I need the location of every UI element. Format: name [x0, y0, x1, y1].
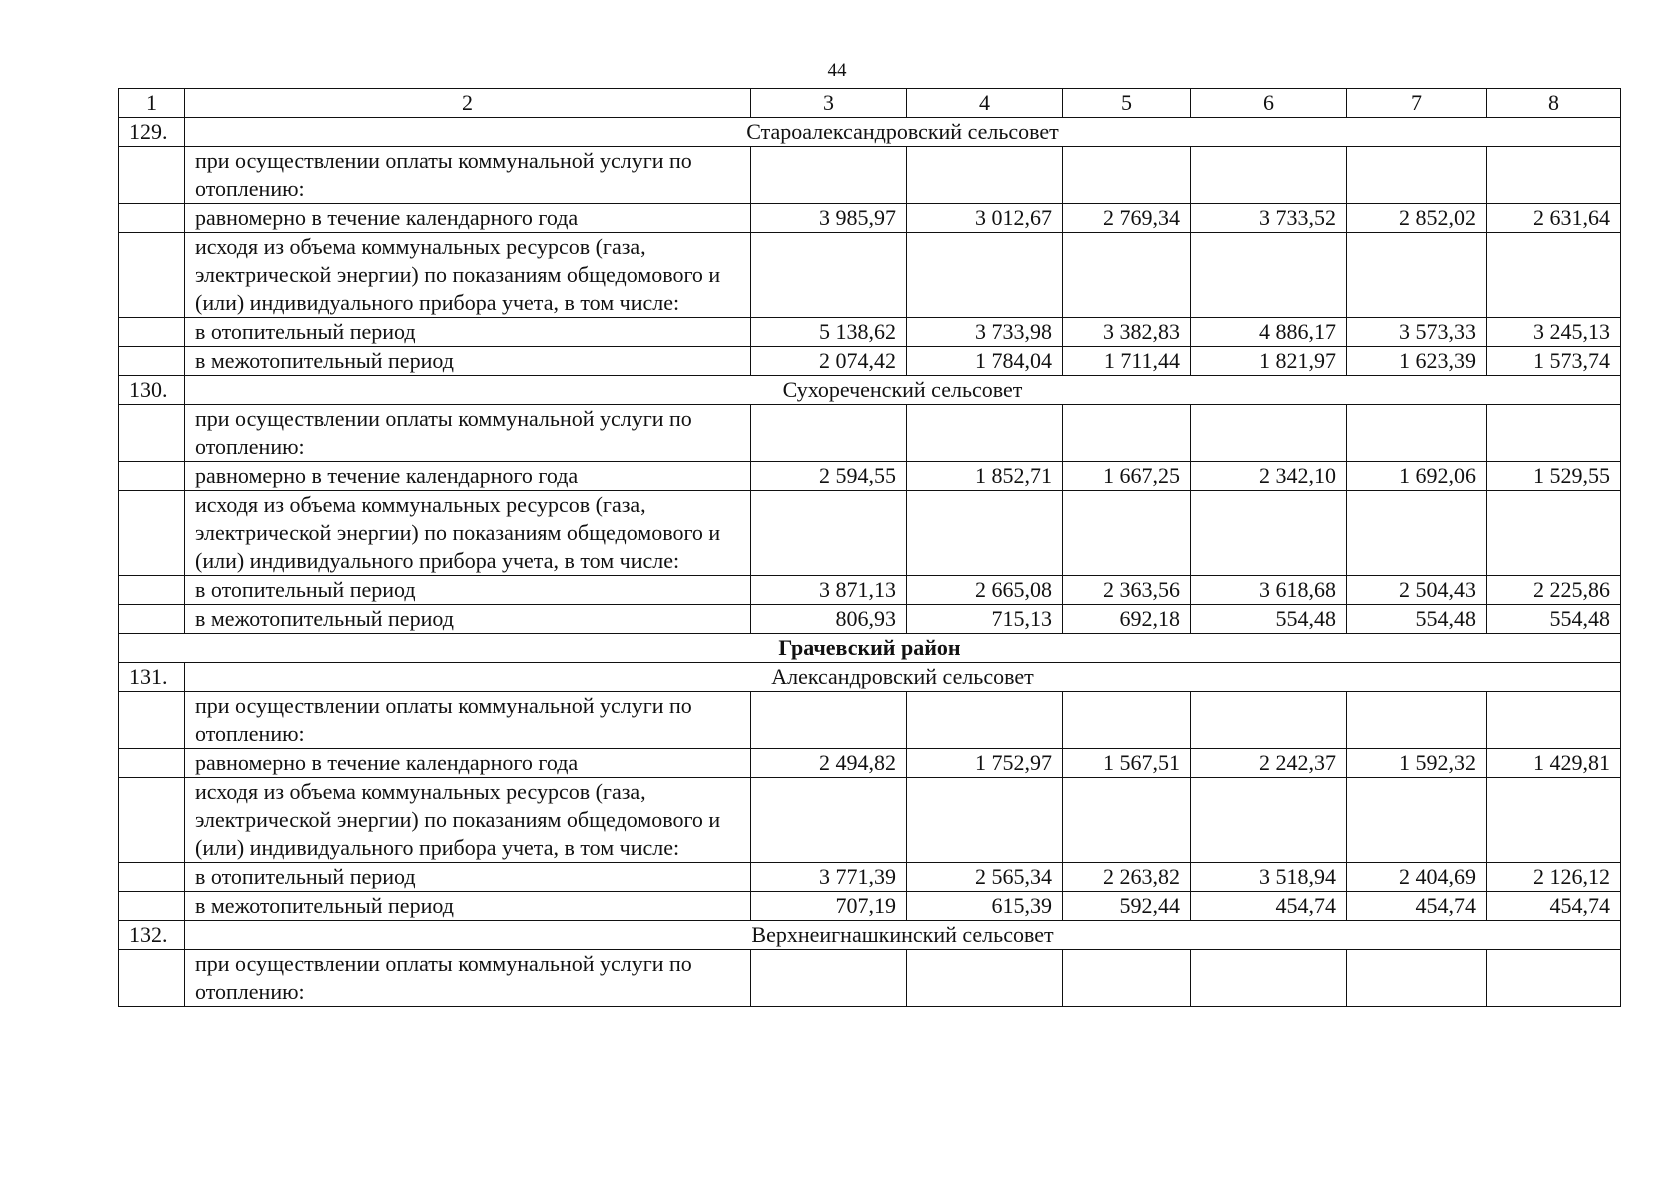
table-row [119, 147, 1621, 204]
value-cell [907, 147, 1063, 204]
value-cell: 2 494,82 [751, 749, 907, 778]
column-number: 7 [1347, 89, 1487, 118]
settlement-row [119, 376, 1621, 405]
table-row [119, 405, 1621, 462]
table-row [119, 204, 1621, 233]
value-cell: 1 852,71 [907, 462, 1063, 491]
value-cell [751, 147, 907, 204]
value-cell: 3 985,97 [751, 204, 907, 233]
row-number-cell [119, 233, 185, 318]
table-row [119, 749, 1621, 778]
value-cell: 554,48 [1191, 605, 1347, 634]
value-cell: 1 623,39 [1347, 347, 1487, 376]
page-number: 44 [827, 60, 847, 81]
row-number: 132. [119, 921, 185, 950]
value-cell: 4 886,17 [1191, 318, 1347, 347]
district-row [119, 634, 1621, 663]
value-cell: 1 667,25 [1063, 462, 1191, 491]
value-cell: 2 225,86 [1487, 576, 1621, 605]
value-cell [907, 950, 1063, 1007]
value-cell: 2 074,42 [751, 347, 907, 376]
row-label: равномерно в течение календарного года [185, 749, 751, 778]
value-cell: 454,74 [1347, 892, 1487, 921]
value-cell [1347, 950, 1487, 1007]
table-row [119, 863, 1621, 892]
row-number-cell [119, 605, 185, 634]
value-cell: 2 665,08 [907, 576, 1063, 605]
district-name: Грачевский район [119, 634, 1621, 663]
row-label: равномерно в течение календарного года [185, 204, 751, 233]
value-cell [1487, 692, 1621, 749]
value-cell: 2 504,43 [1347, 576, 1487, 605]
value-cell [1347, 147, 1487, 204]
row-number-cell [119, 491, 185, 576]
value-cell: 1 692,06 [1347, 462, 1487, 491]
value-cell [1347, 405, 1487, 462]
settlement-row [119, 663, 1621, 692]
value-cell: 2 769,34 [1063, 204, 1191, 233]
value-cell [907, 491, 1063, 576]
row-label: исходя из объема коммунальных ресурсов (газа, электрической энергии) по показаниям общедомового и (или) индивидуального прибора учета, в том числе: [185, 233, 751, 318]
table-row [119, 318, 1621, 347]
row-number: 131. [119, 663, 185, 692]
value-cell [751, 233, 907, 318]
tariff-table [118, 88, 1621, 1007]
table-row [119, 778, 1621, 863]
value-cell [1063, 147, 1191, 204]
row-number-cell [119, 576, 185, 605]
value-cell: 1 821,97 [1191, 347, 1347, 376]
value-cell: 2 852,02 [1347, 204, 1487, 233]
value-cell [1487, 778, 1621, 863]
value-cell [1347, 233, 1487, 318]
row-label: при осуществлении оплаты коммунальной услуги по отоплению: [185, 950, 751, 1007]
value-cell: 3 012,67 [907, 204, 1063, 233]
table-row [119, 347, 1621, 376]
row-number: 130. [119, 376, 185, 405]
value-cell: 1 752,97 [907, 749, 1063, 778]
row-label: в отопительный период [185, 318, 751, 347]
value-cell: 3 573,33 [1347, 318, 1487, 347]
value-cell: 3 245,13 [1487, 318, 1621, 347]
column-number: 1 [119, 89, 185, 118]
row-label: исходя из объема коммунальных ресурсов (газа, электрической энергии) по показаниям общедомового и (или) индивидуального прибора учета, в том числе: [185, 491, 751, 576]
value-cell: 3 518,94 [1191, 863, 1347, 892]
value-cell [751, 778, 907, 863]
row-number-cell [119, 892, 185, 921]
column-number: 2 [185, 89, 751, 118]
value-cell [907, 778, 1063, 863]
column-number: 3 [751, 89, 907, 118]
row-number-cell [119, 405, 185, 462]
value-cell: 2 342,10 [1191, 462, 1347, 491]
settlement-name: Верхнеигнашкинский сельсовет [185, 921, 1621, 950]
row-number-cell [119, 778, 185, 863]
value-cell [1347, 778, 1487, 863]
settlement-name: Сухореченский сельсовет [185, 376, 1621, 405]
row-label: при осуществлении оплаты коммунальной услуги по отоплению: [185, 692, 751, 749]
row-number-cell [119, 147, 185, 204]
row-number-cell [119, 749, 185, 778]
value-cell [751, 950, 907, 1007]
value-cell: 1 529,55 [1487, 462, 1621, 491]
value-cell: 454,74 [1191, 892, 1347, 921]
value-cell [1487, 405, 1621, 462]
table-row [119, 692, 1621, 749]
table-row [119, 462, 1621, 491]
value-cell [1191, 233, 1347, 318]
value-cell [751, 491, 907, 576]
row-number-cell [119, 318, 185, 347]
settlement-row [119, 921, 1621, 950]
value-cell: 2 631,64 [1487, 204, 1621, 233]
row-label: в межотопительный период [185, 605, 751, 634]
column-number: 4 [907, 89, 1063, 118]
value-cell [751, 405, 907, 462]
row-label: равномерно в течение календарного года [185, 462, 751, 491]
value-cell: 3 733,52 [1191, 204, 1347, 233]
value-cell: 2 594,55 [751, 462, 907, 491]
table-row [119, 576, 1621, 605]
value-cell: 2 565,34 [907, 863, 1063, 892]
value-cell: 1 429,81 [1487, 749, 1621, 778]
value-cell [907, 692, 1063, 749]
value-cell: 5 138,62 [751, 318, 907, 347]
settlement-name: Староалександровский сельсовет [185, 118, 1621, 147]
value-cell [1347, 491, 1487, 576]
value-cell: 2 263,82 [1063, 863, 1191, 892]
value-cell: 1 573,74 [1487, 347, 1621, 376]
value-cell [1063, 491, 1191, 576]
value-cell [1191, 950, 1347, 1007]
table-row [119, 491, 1621, 576]
table-row [119, 605, 1621, 634]
column-number: 5 [1063, 89, 1191, 118]
value-cell: 707,19 [751, 892, 907, 921]
value-cell: 3 618,68 [1191, 576, 1347, 605]
value-cell: 806,93 [751, 605, 907, 634]
value-cell: 715,13 [907, 605, 1063, 634]
settlement-name: Александровский сельсовет [185, 663, 1621, 692]
row-number-cell [119, 462, 185, 491]
value-cell: 2 363,56 [1063, 576, 1191, 605]
table-row [119, 950, 1621, 1007]
table-row [119, 892, 1621, 921]
row-label: в межотопительный период [185, 892, 751, 921]
value-cell [1487, 491, 1621, 576]
column-number: 6 [1191, 89, 1347, 118]
value-cell: 1 567,51 [1063, 749, 1191, 778]
value-cell: 1 711,44 [1063, 347, 1191, 376]
value-cell: 3 382,83 [1063, 318, 1191, 347]
value-cell: 2 242,37 [1191, 749, 1347, 778]
row-label: в межотопительный период [185, 347, 751, 376]
value-cell [1487, 147, 1621, 204]
value-cell [1487, 233, 1621, 318]
row-label: в отопительный период [185, 863, 751, 892]
settlement-row [119, 118, 1621, 147]
row-label: при осуществлении оплаты коммунальной услуги по отоплению: [185, 147, 751, 204]
table-row [119, 233, 1621, 318]
value-cell: 554,48 [1487, 605, 1621, 634]
value-cell: 454,74 [1487, 892, 1621, 921]
value-cell [1191, 147, 1347, 204]
row-number-cell [119, 692, 185, 749]
value-cell [1191, 405, 1347, 462]
value-cell [1063, 692, 1191, 749]
value-cell [751, 692, 907, 749]
row-number-cell [119, 863, 185, 892]
value-cell [1347, 692, 1487, 749]
row-number-cell [119, 347, 185, 376]
value-cell [1063, 405, 1191, 462]
row-label: в отопительный период [185, 576, 751, 605]
value-cell [907, 405, 1063, 462]
value-cell [1063, 778, 1191, 863]
value-cell: 1 592,32 [1347, 749, 1487, 778]
value-cell: 2 126,12 [1487, 863, 1621, 892]
row-number: 129. [119, 118, 185, 147]
column-number-row [119, 89, 1621, 118]
value-cell: 615,39 [907, 892, 1063, 921]
value-cell: 692,18 [1063, 605, 1191, 634]
row-label: исходя из объема коммунальных ресурсов (газа, электрической энергии) по показаниям общедомового и (или) индивидуального прибора учета, в том числе: [185, 778, 751, 863]
value-cell [1063, 233, 1191, 318]
row-label: при осуществлении оплаты коммунальной услуги по отоплению: [185, 405, 751, 462]
value-cell [1191, 692, 1347, 749]
column-number: 8 [1487, 89, 1621, 118]
value-cell: 2 404,69 [1347, 863, 1487, 892]
value-cell: 592,44 [1063, 892, 1191, 921]
row-number-cell [119, 204, 185, 233]
value-cell [1191, 778, 1347, 863]
value-cell [1191, 491, 1347, 576]
value-cell [1063, 950, 1191, 1007]
value-cell: 3 771,39 [751, 863, 907, 892]
value-cell: 1 784,04 [907, 347, 1063, 376]
value-cell: 3 871,13 [751, 576, 907, 605]
row-number-cell [119, 950, 185, 1007]
value-cell [907, 233, 1063, 318]
value-cell [1487, 950, 1621, 1007]
value-cell: 554,48 [1347, 605, 1487, 634]
value-cell: 3 733,98 [907, 318, 1063, 347]
